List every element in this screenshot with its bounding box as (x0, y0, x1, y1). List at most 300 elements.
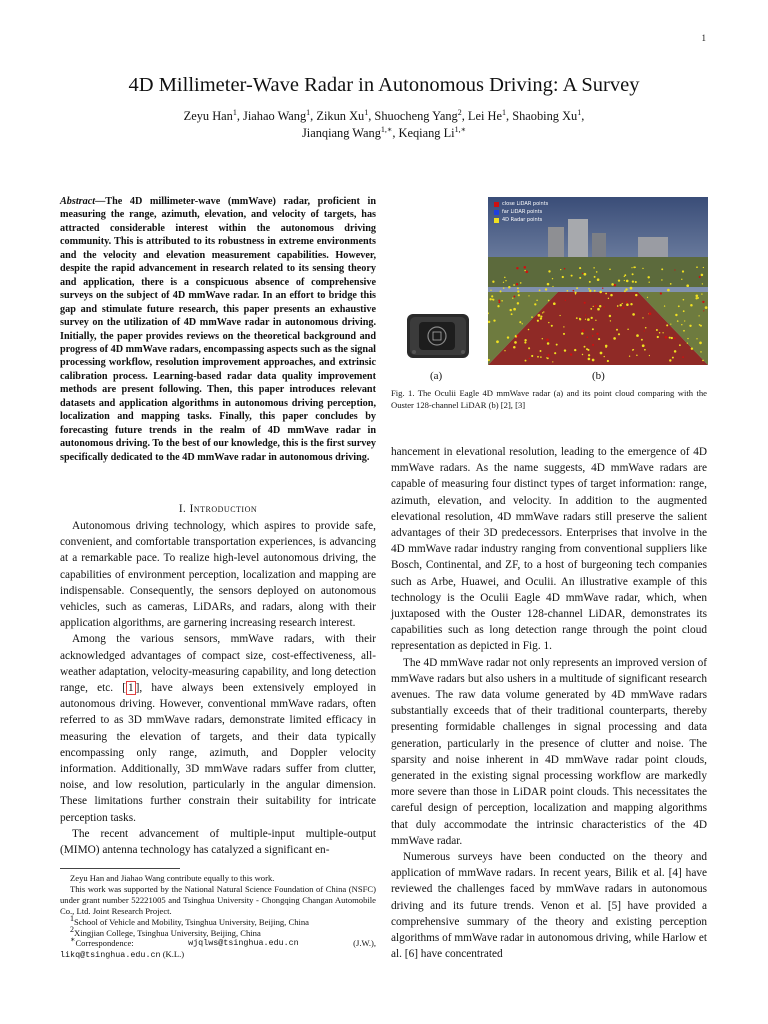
point-cloud-dot (610, 320, 611, 321)
point-cloud-dot (609, 268, 611, 270)
author-affiliation: 2 (457, 107, 462, 117)
point-cloud-dot (642, 317, 643, 318)
author-name: Shuocheng Yang (374, 109, 458, 123)
point-cloud-dot (554, 352, 556, 354)
point-cloud-dot (579, 277, 581, 279)
point-cloud-dot (581, 332, 583, 334)
point-cloud-dot (582, 354, 583, 355)
legend-label: 4D Radar points (502, 217, 543, 223)
point-cloud-dot (695, 294, 698, 297)
point-cloud-dot (666, 324, 668, 326)
point-cloud-dot (540, 356, 542, 358)
point-cloud-dot (626, 301, 628, 303)
point-cloud-dot (496, 340, 499, 343)
point-cloud-dot (516, 283, 518, 285)
paragraph: hancement in elevational resolution, leading to the emergence of 4D mmWave radars. As the name suggests, 4D mmWave radars are capable of measuring four distinct types of target information: range, azimuth, elevation, and velocity. In addition to the augmented elevational resolution, 4D mmWave radars still preserve the salient advantages of their 3D predecessors. Enterprises that involve in the 4D mmWave radar industry ranging from conventional suppliers like Bosch, Continental, and ZF, to a host of burgeoning tech companies such as Arbe, Huawei, and Oculii. An illustrative example of this technology is the Oculii Eagle 4D mmWave radar, which, when juxtaposed with the Ouster 128-channel LiDAR, demonstrates its capabilities such as long detection range through the point cloud representation as depicted in Fig. 1. (391, 446, 707, 653)
point-cloud-dot (607, 360, 609, 362)
point-cloud-dot (630, 303, 632, 305)
point-cloud-dot (633, 266, 635, 268)
point-cloud-dot (679, 344, 681, 346)
point-cloud-dot (540, 316, 542, 318)
point-cloud-dot (491, 295, 493, 297)
figure-legend (494, 200, 548, 224)
point-cloud-dot (701, 274, 704, 277)
abstract (60, 195, 376, 464)
point-cloud-dot (644, 349, 646, 351)
citation-link[interactable]: 1 (127, 682, 134, 695)
point-cloud-dot (672, 357, 674, 359)
point-cloud-dot (546, 339, 549, 342)
point-cloud-dot (596, 271, 598, 273)
point-cloud-dot (570, 353, 572, 355)
point-cloud-dot (564, 349, 566, 351)
point-cloud-dot (599, 305, 601, 307)
point-cloud-dot (505, 280, 506, 281)
point-cloud-dot (590, 308, 592, 310)
abstract-text: —The 4D millimeter-wave (mmWave) radar, proficient in measuring the range, azimuth, elevation, and velocity of targets, has attracted considerable interest within the autonomous driving community. This is attributed to its robustness in extreme environments and the velocity and elevation measurement capabilities. However, despite the rapid advancement in research related to its sensing theory and application, there is a conspicuous absence of comprehensive surveys on the subject of 4D mmWave radar. In an effort to bridge this gap and stimulate future research, this paper presents an exhaustive survey on the utilization of 4D mmWave radar in autonomous driving. Initially, the paper provides reviews on the theoretical background and progress of 4D mmWave radars, encompassing aspects such as the signal processing workflow, resolution improvement approaches, and extrinsic calibration process. Learning-based radar data quality improvement methods are present following. Then, this paper introduces relevant datasets and application algorithms in autonomous driving perception, localization and mapping tasks. Finally, this paper concludes by forecasting future trends in the realm of 4D mmWave radar in autonomous driving. To the best of our knowledge, this is the first survey specifically dedicated to the 4D mmWave radar in autonomous driving. (60, 196, 376, 463)
point-cloud-dot (656, 329, 658, 331)
point-cloud-dot (669, 337, 671, 339)
author-name: Zeyu Han (183, 109, 233, 123)
point-cloud-dot (669, 359, 671, 361)
point-cloud-dot (539, 290, 541, 292)
footnote-aff1: $^1$School of Vehicle and Mobility, Tsinghua University, Beijing, China (70, 913, 309, 927)
point-cloud-dot (591, 317, 593, 319)
point-cloud-dot (636, 355, 638, 357)
point-cloud-dot (595, 320, 596, 321)
point-cloud-dot (667, 289, 670, 292)
point-cloud-dot (492, 299, 493, 300)
section-heading: I. Introduction (178, 503, 258, 515)
point-cloud-dot (579, 318, 581, 320)
point-cloud-dot (661, 279, 662, 280)
point-cloud-dot (518, 294, 520, 296)
point-cloud-dot (511, 313, 513, 315)
point-cloud-dot (567, 290, 569, 292)
point-cloud-dot (597, 308, 600, 311)
point-cloud-dot (696, 266, 698, 268)
point-cloud-dot (589, 290, 591, 292)
point-cloud-dot (540, 350, 542, 352)
point-cloud-dot (524, 266, 527, 269)
legend-entry (494, 216, 548, 224)
point-cloud-dot (632, 273, 634, 275)
point-cloud-dot (605, 293, 607, 295)
point-cloud-dot (586, 348, 588, 350)
point-cloud-dot (489, 298, 491, 300)
point-cloud-dot (662, 332, 663, 333)
point-cloud-dot (575, 292, 577, 294)
point-cloud-dot (618, 333, 620, 335)
point-cloud-dot (600, 352, 603, 355)
point-cloud-dot (657, 336, 659, 338)
point-cloud-dot (671, 337, 673, 339)
point-cloud-dot (490, 290, 491, 291)
point-cloud-dot (579, 267, 581, 269)
point-cloud-dot (686, 284, 689, 287)
point-cloud-dot (552, 278, 553, 279)
point-cloud-dot (504, 277, 506, 279)
author-affiliation: 1 (501, 107, 506, 117)
author-affiliation: 1 (306, 107, 311, 117)
point-cloud-dot (696, 338, 697, 339)
point-cloud-dot (684, 320, 685, 321)
legend-label: far LiDAR points (502, 209, 543, 215)
point-cloud-dot (665, 336, 668, 339)
point-cloud-dot (598, 338, 600, 340)
point-cloud-dot (514, 341, 517, 344)
point-cloud-dot (504, 350, 505, 351)
point-cloud-dot (695, 297, 697, 299)
point-cloud-dot (614, 284, 616, 286)
point-cloud-dot (497, 305, 499, 307)
footnote-correspondence-2: likq@tsinghua.edu.cn (K.L.) (60, 949, 185, 961)
point-cloud-dot (524, 342, 526, 344)
point-cloud-dot (670, 283, 672, 285)
paper-title: 4D Millimeter-Wave Radar in Autonomous Driving: A Survey (128, 74, 640, 96)
point-cloud-dot (545, 288, 547, 290)
point-cloud-dot (548, 322, 549, 323)
legend-swatch (494, 210, 499, 215)
point-cloud-dot (498, 301, 500, 303)
point-cloud-dot (522, 323, 523, 324)
figure-caption: Fig. 1. The Oculii Eagle 4D mmWave radar (a) and its point cloud comparing with the Ouster 128-channel LiDAR (b) [2], [3] (391, 388, 707, 410)
point-cloud-dot (683, 299, 685, 301)
point-cloud-dot (563, 333, 565, 335)
point-cloud-dot (642, 344, 645, 347)
point-cloud-dot (525, 270, 528, 273)
point-cloud-dot (618, 279, 620, 281)
point-cloud-dot (548, 270, 550, 272)
point-cloud-dot (661, 268, 663, 270)
point-cloud-dot (552, 361, 553, 362)
point-cloud-dot (702, 301, 704, 303)
email-link-2[interactable]: likq@tsinghua.edu.cn (60, 950, 161, 961)
point-cloud-dot (513, 308, 516, 311)
point-cloud-dot (690, 304, 693, 307)
point-cloud-dot (592, 344, 594, 346)
point-cloud-dot (592, 328, 594, 330)
point-cloud-dot (592, 335, 594, 337)
point-cloud-dot (705, 306, 708, 309)
point-cloud-dot (537, 320, 539, 322)
point-cloud-dot (605, 346, 607, 348)
point-cloud-dot (626, 303, 629, 306)
point-cloud-dot (649, 355, 650, 356)
footnote-funding: This work was supported by the National Natural Science Foundation of China (NSFC) under grant number 52221005 and Tsinghua University - Chongqing Changan Automobile Co., Ltd. Joint Research Project. (60, 883, 376, 916)
point-cloud-dot (513, 284, 515, 286)
legend-swatch (494, 218, 499, 223)
point-cloud-dot (664, 305, 665, 306)
author-name: Lei He (467, 109, 502, 123)
point-cloud-dot (493, 319, 495, 321)
point-cloud-dot (626, 280, 629, 283)
point-cloud-dot (616, 308, 617, 309)
author-name: Jiahao Wang (243, 109, 307, 123)
point-cloud-dot (587, 318, 590, 321)
point-cloud-dot (700, 351, 702, 353)
point-cloud-dot (687, 342, 688, 343)
point-cloud-dot (687, 338, 688, 339)
point-cloud-dot (498, 300, 500, 302)
point-cloud-dot (576, 287, 578, 289)
point-cloud-dot (674, 350, 677, 353)
point-cloud-dot (682, 356, 684, 358)
point-cloud-dot (632, 280, 634, 282)
point-cloud-dot (525, 360, 527, 362)
point-cloud-dot (682, 270, 684, 272)
point-cloud-dot (588, 358, 591, 361)
point-cloud-dot (642, 268, 643, 269)
point-cloud-dot (681, 279, 682, 280)
point-cloud-dot (531, 355, 533, 357)
point-cloud-dot (632, 313, 635, 316)
point-cloud-dot (547, 283, 550, 286)
point-cloud-dot (537, 356, 539, 358)
point-cloud-dot (596, 333, 598, 335)
paragraph: Numerous surveys have been conducted on the theory and application of mmWave radars. In recent years, Bilik et al. [4] have reviewed the challenges faced by mmWave radars in autonomous driving and its future trends. Venon et al. [5] have provided a comprehensive summary of the theory and existing perception algorithms of mmWave radar in autonomous driving, while Harlow et al. [6] have concentrated (391, 851, 707, 961)
point-cloud-dot (683, 330, 685, 332)
point-cloud-dot (594, 290, 596, 292)
point-cloud-dot (573, 290, 575, 292)
point-cloud-dot (529, 358, 531, 360)
point-cloud-dot (595, 305, 597, 307)
point-cloud-dot (701, 293, 702, 294)
point-cloud-dot (597, 278, 600, 281)
author-affiliation: 1 (232, 107, 237, 117)
point-cloud-dot (649, 312, 652, 315)
point-cloud-dot (513, 346, 516, 349)
point-cloud-dot (592, 359, 595, 362)
point-cloud-dot (617, 305, 619, 307)
point-cloud-dot (584, 273, 587, 276)
point-cloud-dot (585, 314, 586, 315)
point-cloud-dot (589, 281, 591, 283)
point-cloud-dot (644, 330, 645, 331)
point-cloud-dot (588, 354, 590, 356)
point-cloud-dot (632, 349, 634, 351)
point-cloud-dot (602, 288, 603, 289)
point-cloud-dot (648, 281, 649, 282)
point-cloud-dot (610, 294, 613, 297)
point-cloud-dot (503, 287, 504, 288)
point-cloud-dot (593, 306, 594, 307)
point-cloud-dot (582, 329, 585, 332)
point-cloud-dot (674, 337, 676, 339)
point-cloud-dot (604, 306, 605, 307)
point-cloud-dot (516, 335, 518, 337)
point-cloud-dot (582, 273, 583, 274)
point-cloud-dot (528, 329, 530, 331)
point-cloud-dot (547, 354, 549, 356)
paragraph: Autonomous driving technology, which aspires to provide safe, convenient, and comfortable transportation experiences, is advancing at a remarkable pace. To realize high-level autonomous driving, the capabilities of environment perception, localization and mapping are indispensable. Consequently, the sensors deployed on autonomous vehicles, such as cameras, LiDARs, and radars, along with their application algorithms, are garnering increasing research interest. (60, 520, 376, 630)
subfigure-label-a: (a) (430, 370, 443, 382)
footnotes (60, 868, 376, 961)
point-cloud-dot (635, 294, 637, 296)
point-cloud-dot (703, 310, 704, 311)
point-cloud-dot (635, 281, 637, 283)
radar-device-image (405, 310, 471, 362)
point-cloud-dot (574, 349, 576, 351)
point-cloud-dot (681, 324, 682, 325)
point-cloud-dot (593, 267, 594, 268)
point-cloud-dot (622, 303, 623, 304)
point-cloud-dot (629, 356, 630, 357)
point-cloud-dot (552, 286, 553, 287)
point-cloud-dot (588, 288, 590, 290)
point-cloud-dot (699, 276, 701, 278)
point-cloud-dot (677, 320, 679, 322)
point-cloud-dot (611, 283, 614, 286)
point-cloud-dot (702, 283, 703, 284)
point-cloud-dot (683, 310, 685, 312)
point-cloud-dot (616, 329, 618, 331)
point-cloud-dot (547, 357, 549, 359)
legend-entry (494, 200, 548, 208)
left-column (60, 518, 376, 858)
point-cloud-dot (624, 276, 625, 277)
point-cloud-dot (624, 280, 625, 281)
point-cloud-dot (576, 317, 578, 319)
point-cloud-dot (560, 269, 561, 270)
point-cloud-dot (675, 314, 677, 316)
point-cloud-dot (670, 323, 671, 324)
point-cloud-dot (660, 292, 662, 294)
point-cloud-dot (524, 339, 526, 341)
point-cloud-dot (622, 307, 624, 309)
point-cloud-dot (542, 312, 543, 313)
footnote-equal: Zeyu Han and Jiahao Wang contribute equally to this work. (70, 873, 275, 883)
point-cloud-dot (691, 348, 693, 350)
point-cloud-dot (556, 344, 558, 346)
point-cloud-dot (604, 356, 605, 357)
footnote-aff2: $^2$Xingjian College, Tsinghua University, Beijing, China (70, 924, 261, 938)
point-cloud-dot (608, 298, 609, 299)
point-cloud-dot (703, 267, 704, 268)
legend-entry (494, 208, 548, 216)
point-cloud-dot (594, 276, 596, 278)
point-cloud-dot (647, 297, 648, 298)
point-cloud-dot (512, 298, 513, 299)
footnote-correspondence: ∗Correspondence: wjqlws@tsinghua.edu.cn (J.W.), (70, 935, 376, 949)
point-cloud-dot (565, 300, 566, 301)
point-cloud-dot (531, 316, 533, 318)
point-cloud-dot (585, 319, 586, 320)
point-cloud-dot (699, 342, 702, 345)
point-cloud-dot (586, 336, 588, 338)
point-cloud-dot (698, 315, 699, 316)
author-affiliation: 1 (364, 107, 369, 117)
point-cloud-dot (627, 328, 629, 330)
point-cloud-dot (563, 326, 564, 327)
point-cloud-dot (584, 302, 586, 304)
point-cloud-dot (631, 267, 632, 268)
point-cloud-dot (517, 287, 519, 289)
point-cloud-dot (528, 347, 530, 349)
point-cloud-dot (528, 295, 529, 296)
abstract-label: Abstract (60, 196, 96, 207)
point-cloud-dot (492, 281, 494, 283)
point-cloud-dot (517, 302, 519, 304)
point-cloud-dot (584, 346, 586, 348)
paragraph: The 4D mmWave radar not only represents an improved version of mmWave radars but also ushers in a multitude of significant research avenues. The raw data volume generated by 4D mmWave radars substantially exceeds that of their traditional counterparts, thereby presenting formidable challenges in signal processing and data generation, particularly in the presence of clutter and noise. The sparsity and noise inherent in 4D mmWave radar point clouds, generated in the existing signal processing workflow are markedly more severe than those in LiDAR point clouds. This necessitates the careful design of perception, localization and mapping algorithms that duly accommodate the intrinsic characteristics of the 4D mmWave radar. (391, 656, 707, 847)
author-affiliation: 1 (577, 107, 582, 117)
point-cloud-dot (551, 325, 553, 327)
point-cloud-dot (508, 286, 510, 288)
point-cloud-dot (559, 315, 560, 316)
point-cloud-dot (520, 282, 522, 284)
point-cloud-dot (516, 267, 518, 269)
point-cloud-dot (645, 327, 647, 329)
point-cloud-dot (536, 300, 538, 302)
point-cloud-dot (630, 287, 633, 290)
point-cloud-dot (534, 303, 536, 305)
author-affiliation: 1,∗ (380, 124, 393, 134)
point-cloud-dot (501, 300, 503, 302)
author-name: Jianqiang Wang (301, 126, 381, 140)
point-cloud-dot (609, 315, 611, 317)
point-cloud-dot (625, 288, 627, 290)
point-cloud-dot (613, 337, 616, 340)
page-number: 1 (701, 33, 706, 43)
point-cloud-dot (659, 332, 661, 334)
point-cloud-dot (547, 342, 550, 345)
point-cloud-dot (524, 270, 525, 271)
right-column (391, 444, 707, 963)
point-cloud-dot (689, 325, 691, 327)
point-cloud-dot (599, 291, 602, 294)
point-cloud-dot (517, 290, 519, 292)
point-cloud-dot (519, 321, 521, 323)
point-cloud-dot (702, 360, 704, 362)
author-name: Shaobing Xu (512, 109, 578, 123)
point-cloud-dot (542, 338, 543, 339)
paragraph: Among the various sensors, mmWave radars, with their acknowledged advantages of compact size, cost-effectiveness, all-weather adaptation, velocity-measuring capability, and long detection range, etc. [ 1 ], have always been extensively employed in autonomous driving. However, conventional mmWave radars, often referred to as 3D mmWave radars, demonstrate limited efficacy in measuring the elevation of targets, and their data typically encompassing only range, azimuth, and Doppler velocity information. Additionally, 3D mmWave radars suffer from clutter, noise, and low resolution, particularly in the angular dimension. These limitations further constrain their suitability for intricate perception tasks. (60, 633, 376, 824)
author-affiliation: 1,∗ (454, 124, 467, 134)
author-name: Keqiang Li (398, 126, 455, 140)
point-cloud-dot (678, 305, 680, 307)
legend-swatch (494, 202, 499, 207)
point-cloud-dot (624, 290, 626, 292)
email-link-1[interactable]: wjqlws@tsinghua.edu.cn (188, 938, 299, 949)
footnote-rule (60, 868, 180, 869)
point-cloud-dot (503, 282, 504, 283)
point-cloud-dot (564, 268, 566, 270)
point-cloud-dot (562, 276, 564, 278)
subfigure-label-b: (b) (592, 370, 605, 382)
point-cloud-dot (509, 309, 511, 311)
point-cloud-dot (700, 325, 702, 327)
point-cloud-dot (553, 302, 556, 305)
point-cloud-dot (540, 317, 542, 319)
point-cloud-dot (500, 290, 502, 292)
author-name: Zikun Xu (316, 109, 365, 123)
point-cloud-dot (641, 339, 643, 341)
author-list: Zeyu Han$^1$, Jiahao Wang$^1$, Zikun Xu$^1$, Shuocheng Yang$^2$, Lei He$^1$, Shaobing Xu$^1$, Jianqiang Wang$^{1,∗}$, Keqiang $Li^{1,∗}$ (183, 107, 585, 140)
point-cloud-dot (548, 300, 550, 302)
point-cloud-dot (571, 275, 573, 277)
point-cloud-dot (543, 311, 544, 312)
point-cloud-dot (636, 334, 639, 337)
point-cloud-dot (507, 336, 509, 338)
legend-label: close LiDAR points (502, 201, 549, 207)
point-cloud-dot (619, 304, 621, 306)
point-cloud-dot (538, 314, 541, 317)
point-cloud-dot (647, 276, 649, 278)
point-cloud-dot (513, 296, 515, 298)
point-cloud-dot (674, 269, 675, 270)
paragraph: The recent advancement of multiple-input multiple-output (MIMO) antenna technology has catalyzed a significant en- (60, 827, 376, 857)
